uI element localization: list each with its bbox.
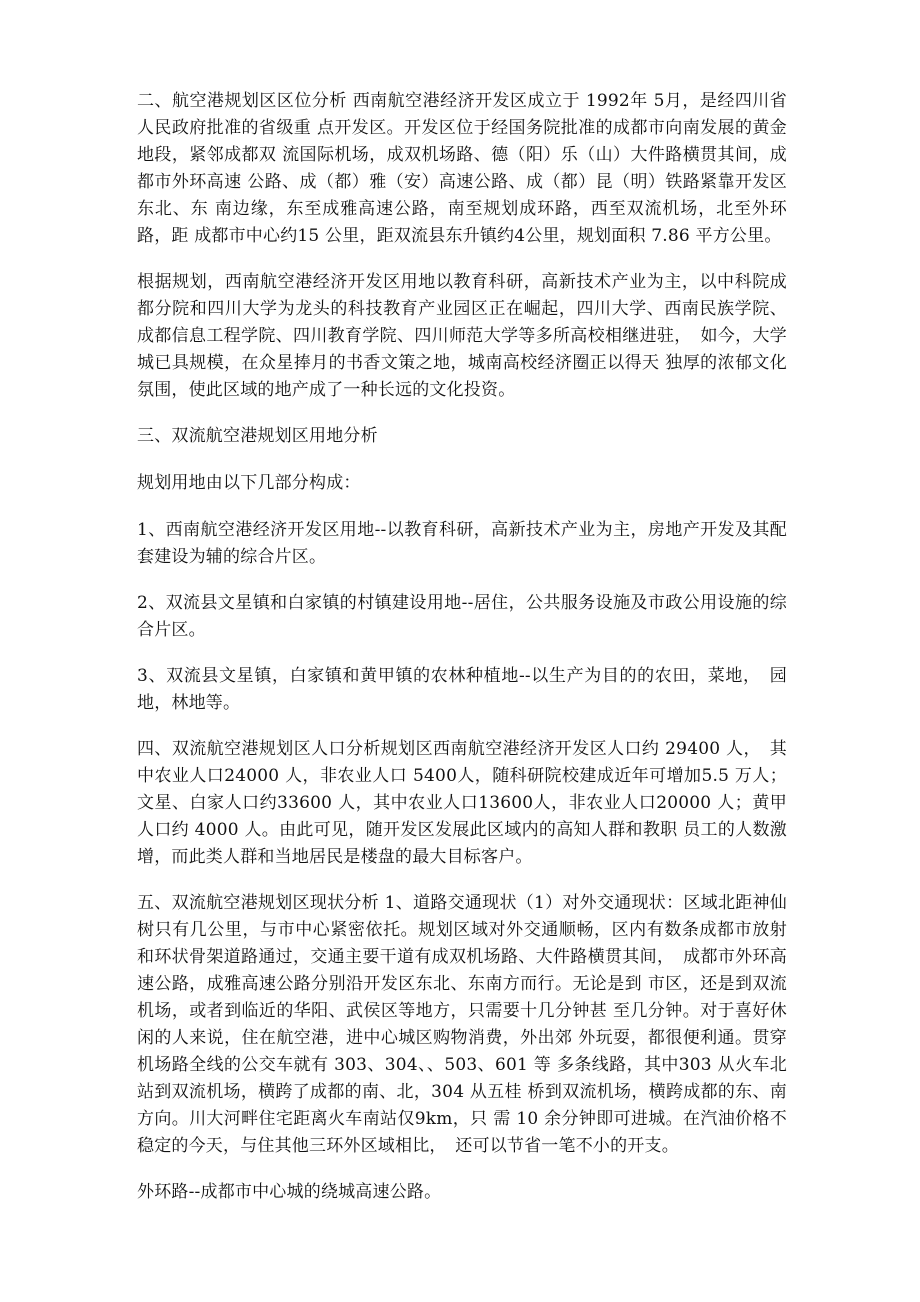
list-item-land-use-1: 1、西南航空港经济开发区用地--以教育科研，高新技术产业为主，房地产开发及其配套建设为辅的综合片区。: [137, 520, 787, 567]
list-item-land-use-2: 2、双流县文星镇和白家镇的村镇建设用地--居住，公共服务设施及市政公用设施的综合片区。: [137, 593, 787, 640]
paragraph-population-analysis: 四、双流航空港规划区人口分析规划区西南航空港经济开发区人口约 29400 人， 其中农业人口24000 人，非农业人口 5400人，随科研院校建成近年可增加5.5 万人；文星、白家人口约33600 人，其中农业人口13600人，非农业人口20000 人；黄甲人口约 4000 人。由此可见，随开发区发展此区域内的高知人群和教职 员工的人数激增，而此类人群和当地居民是楼盘的最大目标客户。: [137, 739, 787, 867]
paragraph-land-composition: 规划用地由以下几部分构成：: [137, 473, 361, 493]
paragraph-traffic-analysis: 五、双流航空港规划区现状分析 1、道路交通现状（1）对外交通现状：区域北距神仙树只有几公里，与市中心紧密依托。规划区域对外交通顺畅，区内有数条成都市放射和环状骨架道路通过，交通主要干道有成双机场路、大件路横贯其间， 成都市外环高速公路，成雅高速公路分别沿开发区东北、东南方而行。无论是到 市区，还是到双流机场，或者到临近的华阳、武侯区等地方，只需要十几分钟甚 至几分钟。对于喜好休闲的人来说，住在航空港，进中心城区购物消费，外出郊 外玩耍，都很便利通。贯穿机场路全线的公交车就有 303、304、、503、601 等 多条线路，其中303 从火车北站到双流机场，横跨了成都的南、北，304 从五桂 桥到双流机场，横跨成都的东、南方向。川大河畔住宅距离火车南站仅9km，只 需 10 余分钟即可进城。在汽油价格不稳定的今天，与住其他三环外区域相比， 还可以节省一笔不小的开支。: [137, 893, 787, 1156]
paragraph-location-analysis: 二、航空港规划区区位分析 西南航空港经济开发区成立于 1992年 5月，是经四川省人民政府批准的省级重 点开发区。开发区位于经国务院批准的成都市向南发展的黄金地段，紧邻成都双 流国际机场，成双机场路、德（阳）乐（山）大件路横贯其间，成都市外环高速 公路、成（都）雅（安）高速公路、成（都）昆（明）铁路紧靠开发区东北、东 南边缘，东至成雅高速公路，南至规划成环路，西至双流机场，北至外环路，距 成都市中心约15 公里，距双流县东升镇约4公里，规划面积 7.86 平方公里。: [137, 91, 787, 246]
paragraph-ring-road: 外环路--成都市中心城的绕城高速公路。: [137, 1182, 442, 1202]
paragraph-planning-education: 根据规划，西南航空港经济开发区用地以教育科研，高新技术产业为主，以中科院成都分院和四川大学为龙头的科技教育产业园区正在崛起，四川大学、西南民族学院、成都信息工程学院、四川教育学院、四川师范大学等多所高校相继进驻， 如今，大学城已具规模，在众星捧月的书香文策之地，城南高校经济圈正以得天 独厚的浓郁文化氛围，使此区域的地产成了一种长远的文化投资。: [137, 272, 787, 400]
list-item-land-use-3: 3、双流县文星镇，白家镇和黄甲镇的农林种植地--以生产为目的的农田，菜地， 园地，林地等。: [137, 666, 787, 713]
document-page: [137, 88, 787, 1226]
heading-land-use-analysis: 三、双流航空港规划区用地分析: [137, 426, 378, 446]
